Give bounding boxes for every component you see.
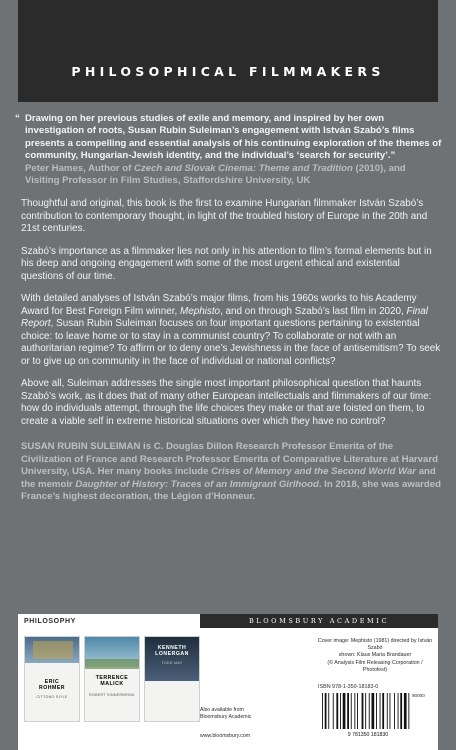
publisher-url[interactable]: www.bloomsbury.com [200, 733, 251, 739]
isbn-label: ISBN 978-1-350-18183-0 [318, 684, 379, 690]
blurb-paragraph-4: Above all, Suleiman addresses the single most important philosophical question that haunts Szabó’s work, as it does that of many other European intellectuals and filmmakers of our time: how do individuals attempt, through the life choices they make or that are foisted on them, to create a viable self in extreme historical situations over which they have no control? [21, 378, 432, 427]
publisher-bar: BLOOMSBURY ACADEMIC [200, 614, 438, 628]
attribution-book-title: Czech and Slovak Cinema: Theme and Tradition [133, 162, 353, 174]
blurb-paragraph-3: With detailed analyses of István Szabó’s major films, from his 1960s works to his Academy Award for Best Foreign Film winner, Mephisto, and on through Szabó’s last film in 2020, Final Report, Susan Rubin Suleiman focuses on four important questions pertaining to existential choice: to leave home or to stay in a communist country? To collaborate or not with an authoritarian regime? To affirm or to deny one’s Jewishness in the face of antisemitism? To seek or to give up on community in the face of individual or national conflicts? [21, 293, 441, 367]
also-available-note: Also available from Bloomsbury Academic [200, 707, 252, 720]
price-code: 90000 [412, 693, 425, 698]
related-book-3 [144, 636, 200, 722]
book-2-title-line-2: MALICK [100, 681, 124, 687]
barcode-icon [318, 693, 418, 737]
book-3-title-line-1: KENNETH [157, 645, 187, 651]
quote-attribution: Peter Hames, Author of Czech and Slovak Cinema: Theme and Tradition (2010), and Visiting Professor in Film Studies, Staffordshire University, UK [25, 162, 406, 187]
book-2-author: ROBERT SINNERBRINK [89, 693, 135, 697]
blurb-paragraph-1: Thoughtful and original, this book is the first to examine Hungarian filmmaker István Szabó’s contribution to contemporary thought, in light of the troubled history of Europe in the 20th and 21st centuries. [21, 198, 428, 235]
barcode-digits: 9 781350 181830 [347, 732, 389, 737]
related-book-2 [84, 636, 140, 722]
related-book-1 [24, 636, 80, 722]
book-3-author: TODD MAY [161, 661, 183, 665]
series-header-bar [18, 0, 438, 102]
author-bio: SUSAN RUBIN SULEIMAN is C. Douglas Dillon Research Professor Emerita of the Civilization of France and Research Professor Emerita of Comparative Literature at Harvard University, USA. Her many books include Crises of Memory and the Second World War and the memoir Daughter of History: Traces of an Immigrant Girlhood. In 2018, she was awarded France’s highest decoration, the Légion d’Honneur. [21, 441, 441, 503]
cover-text [15, 113, 442, 503]
book-1-author: CITTONO SIYLE [36, 695, 68, 699]
cover-footer-panel [18, 614, 438, 750]
series-title: PHILOSOPHICAL FILMMAKERS [71, 64, 385, 79]
blurb-paragraph-2: Szabó’s importance as a filmmaker lies not only in his attention to film’s formal elements but in his deep and ongoing engagement with some of the most urgent ethical and existential questions of our time. [21, 245, 432, 282]
book-2-title-line-1: TERRENCE [95, 675, 129, 681]
endorsement-quote [15, 113, 442, 163]
open-quote-mark: “ [15, 113, 20, 124]
subject-category: PHILOSOPHY [24, 618, 76, 625]
book-3-title-line-2: LONERGAN [155, 651, 189, 657]
book-1-title-line-2: ROHMER [38, 685, 66, 691]
book-1-title-line-1: ERIC [44, 679, 60, 685]
quote-text: Drawing on her previous studies of exile and memory, and inspired by her own investigation of roots, Susan Rubin Suleiman’s engagement with István Szabó’s films presents a compelling and essential analysis of his continuing exploration of the themes of community, Hungarian-Jewish identity, and the individual’s ‘search for security’.” [25, 113, 442, 162]
cover-image-credit: Cover image: Mephisto (1981) directed by István Szabó shown: Klaus Maria Brandauer (© Analysis Film Releasing Corporation / Photofest) [317, 638, 433, 673]
